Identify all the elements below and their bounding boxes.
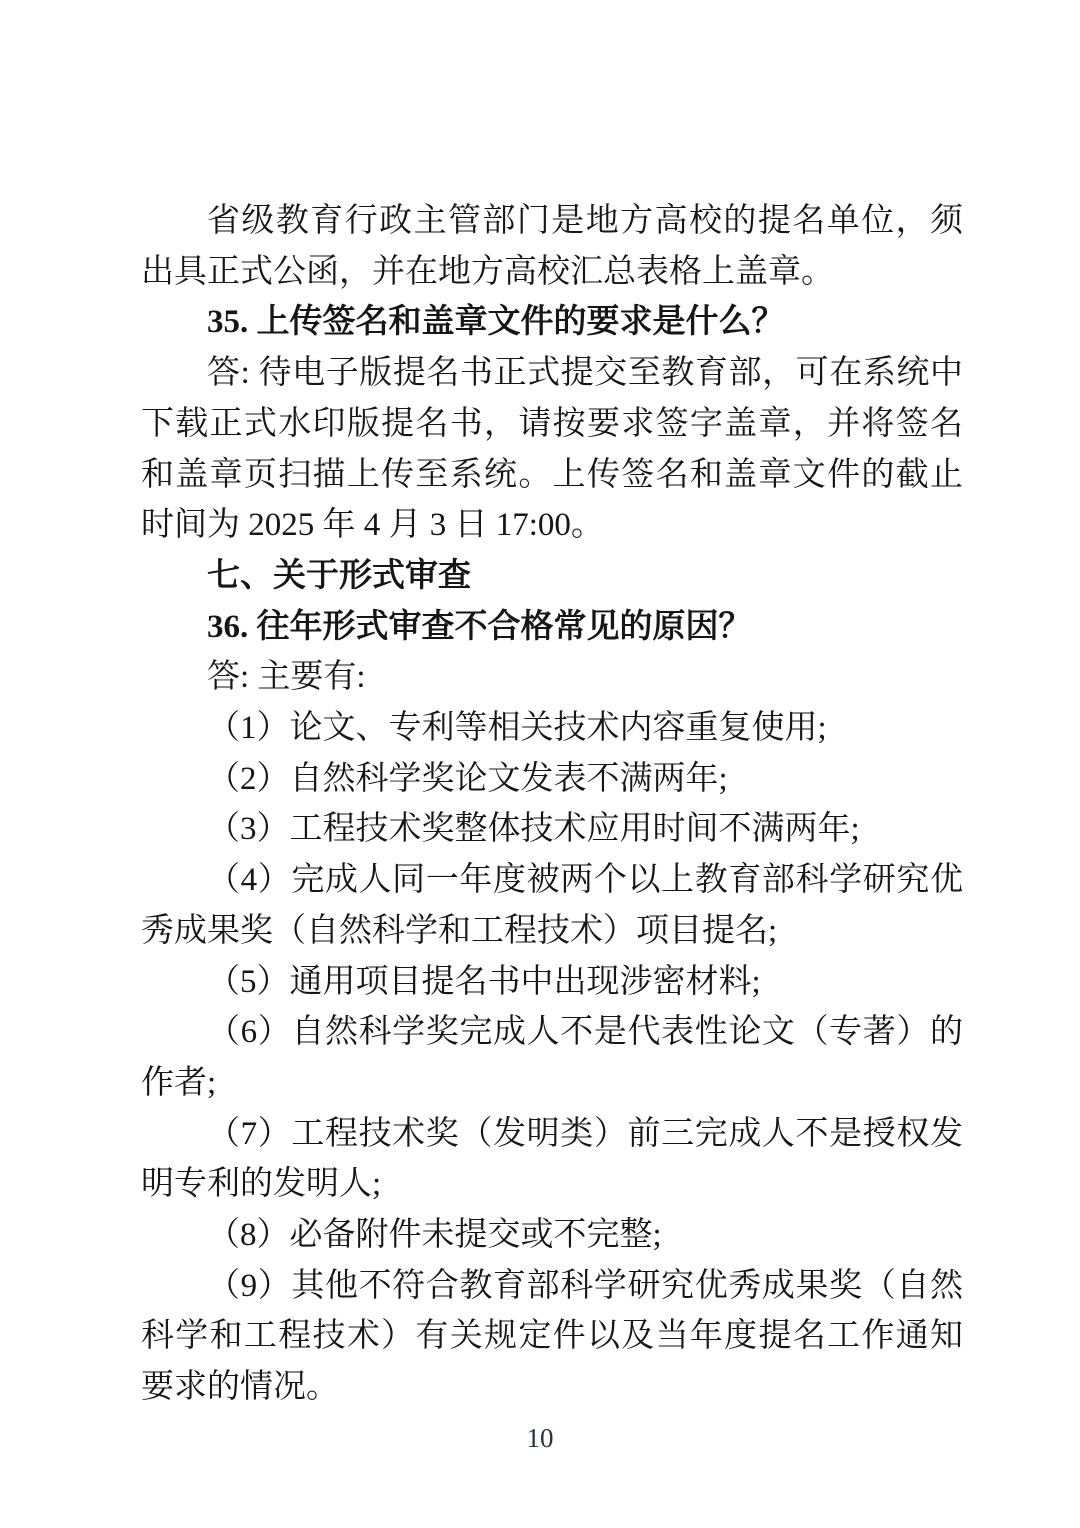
list-item-7: （7）工程技术奖（发明类）前三完成人不是授权发明专利的发明人; (141, 1115, 963, 1203)
answer-35-paragraph: 答: 待电子版提名书正式提交至教育部，可在系统中下载正式水印版提名书，请按要求签字盖章，并将签名和盖章页扫描上传至系统。上传签名和盖章文件的截止时间为 2025 年 4 月 3 日 17:00。 (141, 355, 963, 544)
answer-36-intro: 答: 主要有: (207, 659, 366, 696)
list-item-1: （1）论文、专利等相关技术内容重复使用; (207, 710, 827, 747)
document-content (141, 196, 963, 1413)
question-35-heading: 35. 上传签名和盖章文件的要求是什么？ (207, 304, 785, 341)
question-36-heading: 36. 往年形式审查不合格常见的原因？ (207, 608, 752, 645)
list-item-2: （2）自然科学奖论文发表不满两年; (207, 760, 728, 797)
paragraph-provincial-dept: 省级教育行政主管部门是地方高校的提名单位，须出具正式公函，并在地方高校汇总表格上盖章。 (141, 203, 963, 290)
section-7-heading: 七、关于形式审查 (207, 557, 471, 594)
list-item-8: （8）必备附件未提交或不完整; (207, 1217, 662, 1254)
list-item-9: （9）其他不符合教育部科学研究优秀成果奖（自然科学和工程技术）有关规定件以及当年度提名工作通知要求的情况。 (141, 1267, 963, 1406)
list-item-3: （3）工程技术奖整体技术应用时间不满两年; (207, 811, 860, 848)
list-item-5: （5）通用项目提名书中出现涉密材料; (207, 963, 761, 1000)
list-item-6: （6）自然科学奖完成人不是代表性论文（专著）的作者; (141, 1014, 963, 1101)
list-item-4: （4）完成人同一年度被两个以上教育部科学研究优秀成果奖（自然科学和工程技术）项目提名; (141, 862, 963, 949)
page-number: 10 (526, 1423, 554, 1453)
